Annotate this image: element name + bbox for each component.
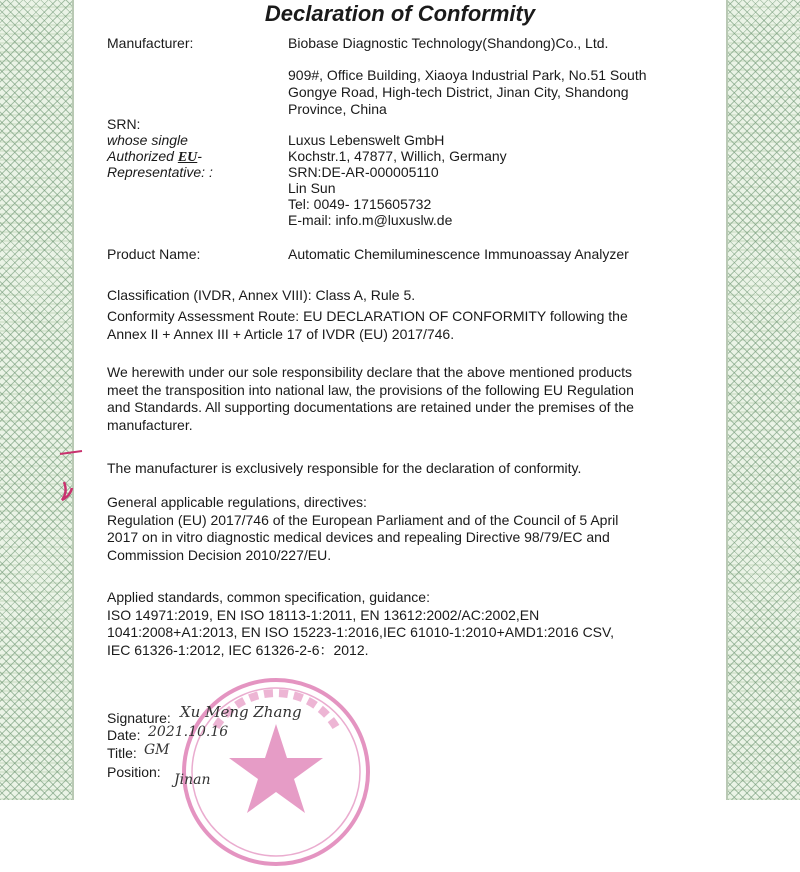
position-label: Position: xyxy=(107,764,161,780)
address-line-3: Province, China xyxy=(288,101,387,117)
responsibility-line-2: meet the transposition into national law, the provisions of the following EU Regulation xyxy=(107,381,634,398)
rep-label-line-2: Authorized EU- xyxy=(107,148,202,165)
date-label: Date: xyxy=(107,727,141,743)
rep-label-line-1: whose single xyxy=(107,132,188,148)
regulations-line-3: Commission Decision 2010/227/EU. xyxy=(107,546,332,563)
signature-value: Xu Meng Zhang xyxy=(180,703,302,721)
responsibility-statement xyxy=(107,364,707,434)
pen-mark xyxy=(56,448,86,508)
address-line-1: 909#, Office Building, Xiaoya Industrial Park, No.51 South xyxy=(288,67,647,83)
standards-section xyxy=(107,589,707,659)
responsibility-line-1: We herewith under our sole responsibility declare that the above mentioned products xyxy=(107,364,633,380)
border-rule-left xyxy=(72,0,74,800)
rep-address: Kochstr.1, 47877, Willich, Germany xyxy=(288,148,507,164)
product-name: Automatic Chemiluminescence Immunoassay Analyzer xyxy=(288,246,629,262)
decorative-border-right xyxy=(728,0,800,800)
regulations-line-2: 2017 on in vitro diagnostic medical devices and repealing Directive 98/79/EC and xyxy=(107,529,610,545)
responsibility-line-3: and Standards. All supporting documentations are retained under the premises of the xyxy=(107,399,634,415)
border-rule-right xyxy=(726,0,728,800)
rep-contact-name: Lin Sun xyxy=(288,180,336,196)
title-label: Title: xyxy=(107,745,137,761)
conformity-line-2: Annex II + Annex III + Article 17 of IVDR (EU) 2017/746. xyxy=(107,325,455,342)
manufacturer-label: Manufacturer: xyxy=(107,35,194,51)
regulations-heading: General applicable regulations, directives: xyxy=(107,494,367,510)
standards-line-2: 1041:2008+A1:2013, EN ISO 15223-1:2016,IEC 61010-1:2010+AMD1:2016 CSV, xyxy=(107,624,614,640)
rep-phone: Tel: 0049- 1715605732 xyxy=(288,196,432,212)
manufacturer-name: Biobase Diagnostic Technology(Shandong)Co., Ltd. xyxy=(288,35,609,51)
regulations-section xyxy=(107,494,707,564)
exclusive-statement: The manufacturer is exclusively responsible for the declaration of conformity. xyxy=(107,460,582,476)
conformity-line-1: Conformity Assessment Route: EU DECLARATION OF CONFORMITY following the xyxy=(107,308,628,324)
rep-email: E-mail: info.m@luxuslw.de xyxy=(288,212,453,228)
standards-heading: Applied standards, common specification, guidance: xyxy=(107,589,430,605)
responsibility-line-4: manufacturer. xyxy=(107,416,193,433)
regulations-line-1: Regulation (EU) 2017/746 of the European Parliament and of the Council of 5 April xyxy=(107,511,619,528)
standards-line-3: IEC 61326-1:2012, IEC 61326-2-6：2012. xyxy=(107,641,369,658)
address-line-2: Gongye Road, High-tech District, Jinan City, Shandong xyxy=(288,84,629,100)
standards-line-1: ISO 14971:2019, EN ISO 18113-1:2011, EN 13612:2002/AC:2002,EN xyxy=(107,606,540,623)
decorative-border-left xyxy=(0,0,72,800)
date-value: 2021.10.16 xyxy=(148,724,229,740)
rep-srn: SRN:DE-AR-000005110 xyxy=(288,164,439,180)
title-value: GM xyxy=(144,742,170,758)
eu-text: EU xyxy=(177,150,198,165)
srn-label: SRN: xyxy=(107,116,141,132)
position-value: Jinan xyxy=(174,772,211,788)
conformity-route xyxy=(107,308,707,343)
rep-label-line-3: Representative: : xyxy=(107,164,213,180)
document-title: Declaration of Conformity xyxy=(264,1,536,26)
signature-label: Signature: xyxy=(107,710,171,726)
classification: Classification (IVDR, Annex VIII): Class A, Rule 5. xyxy=(107,287,416,303)
rep-company: Luxus Lebenswelt GmbH xyxy=(288,132,445,148)
product-label: Product Name: xyxy=(107,246,201,262)
